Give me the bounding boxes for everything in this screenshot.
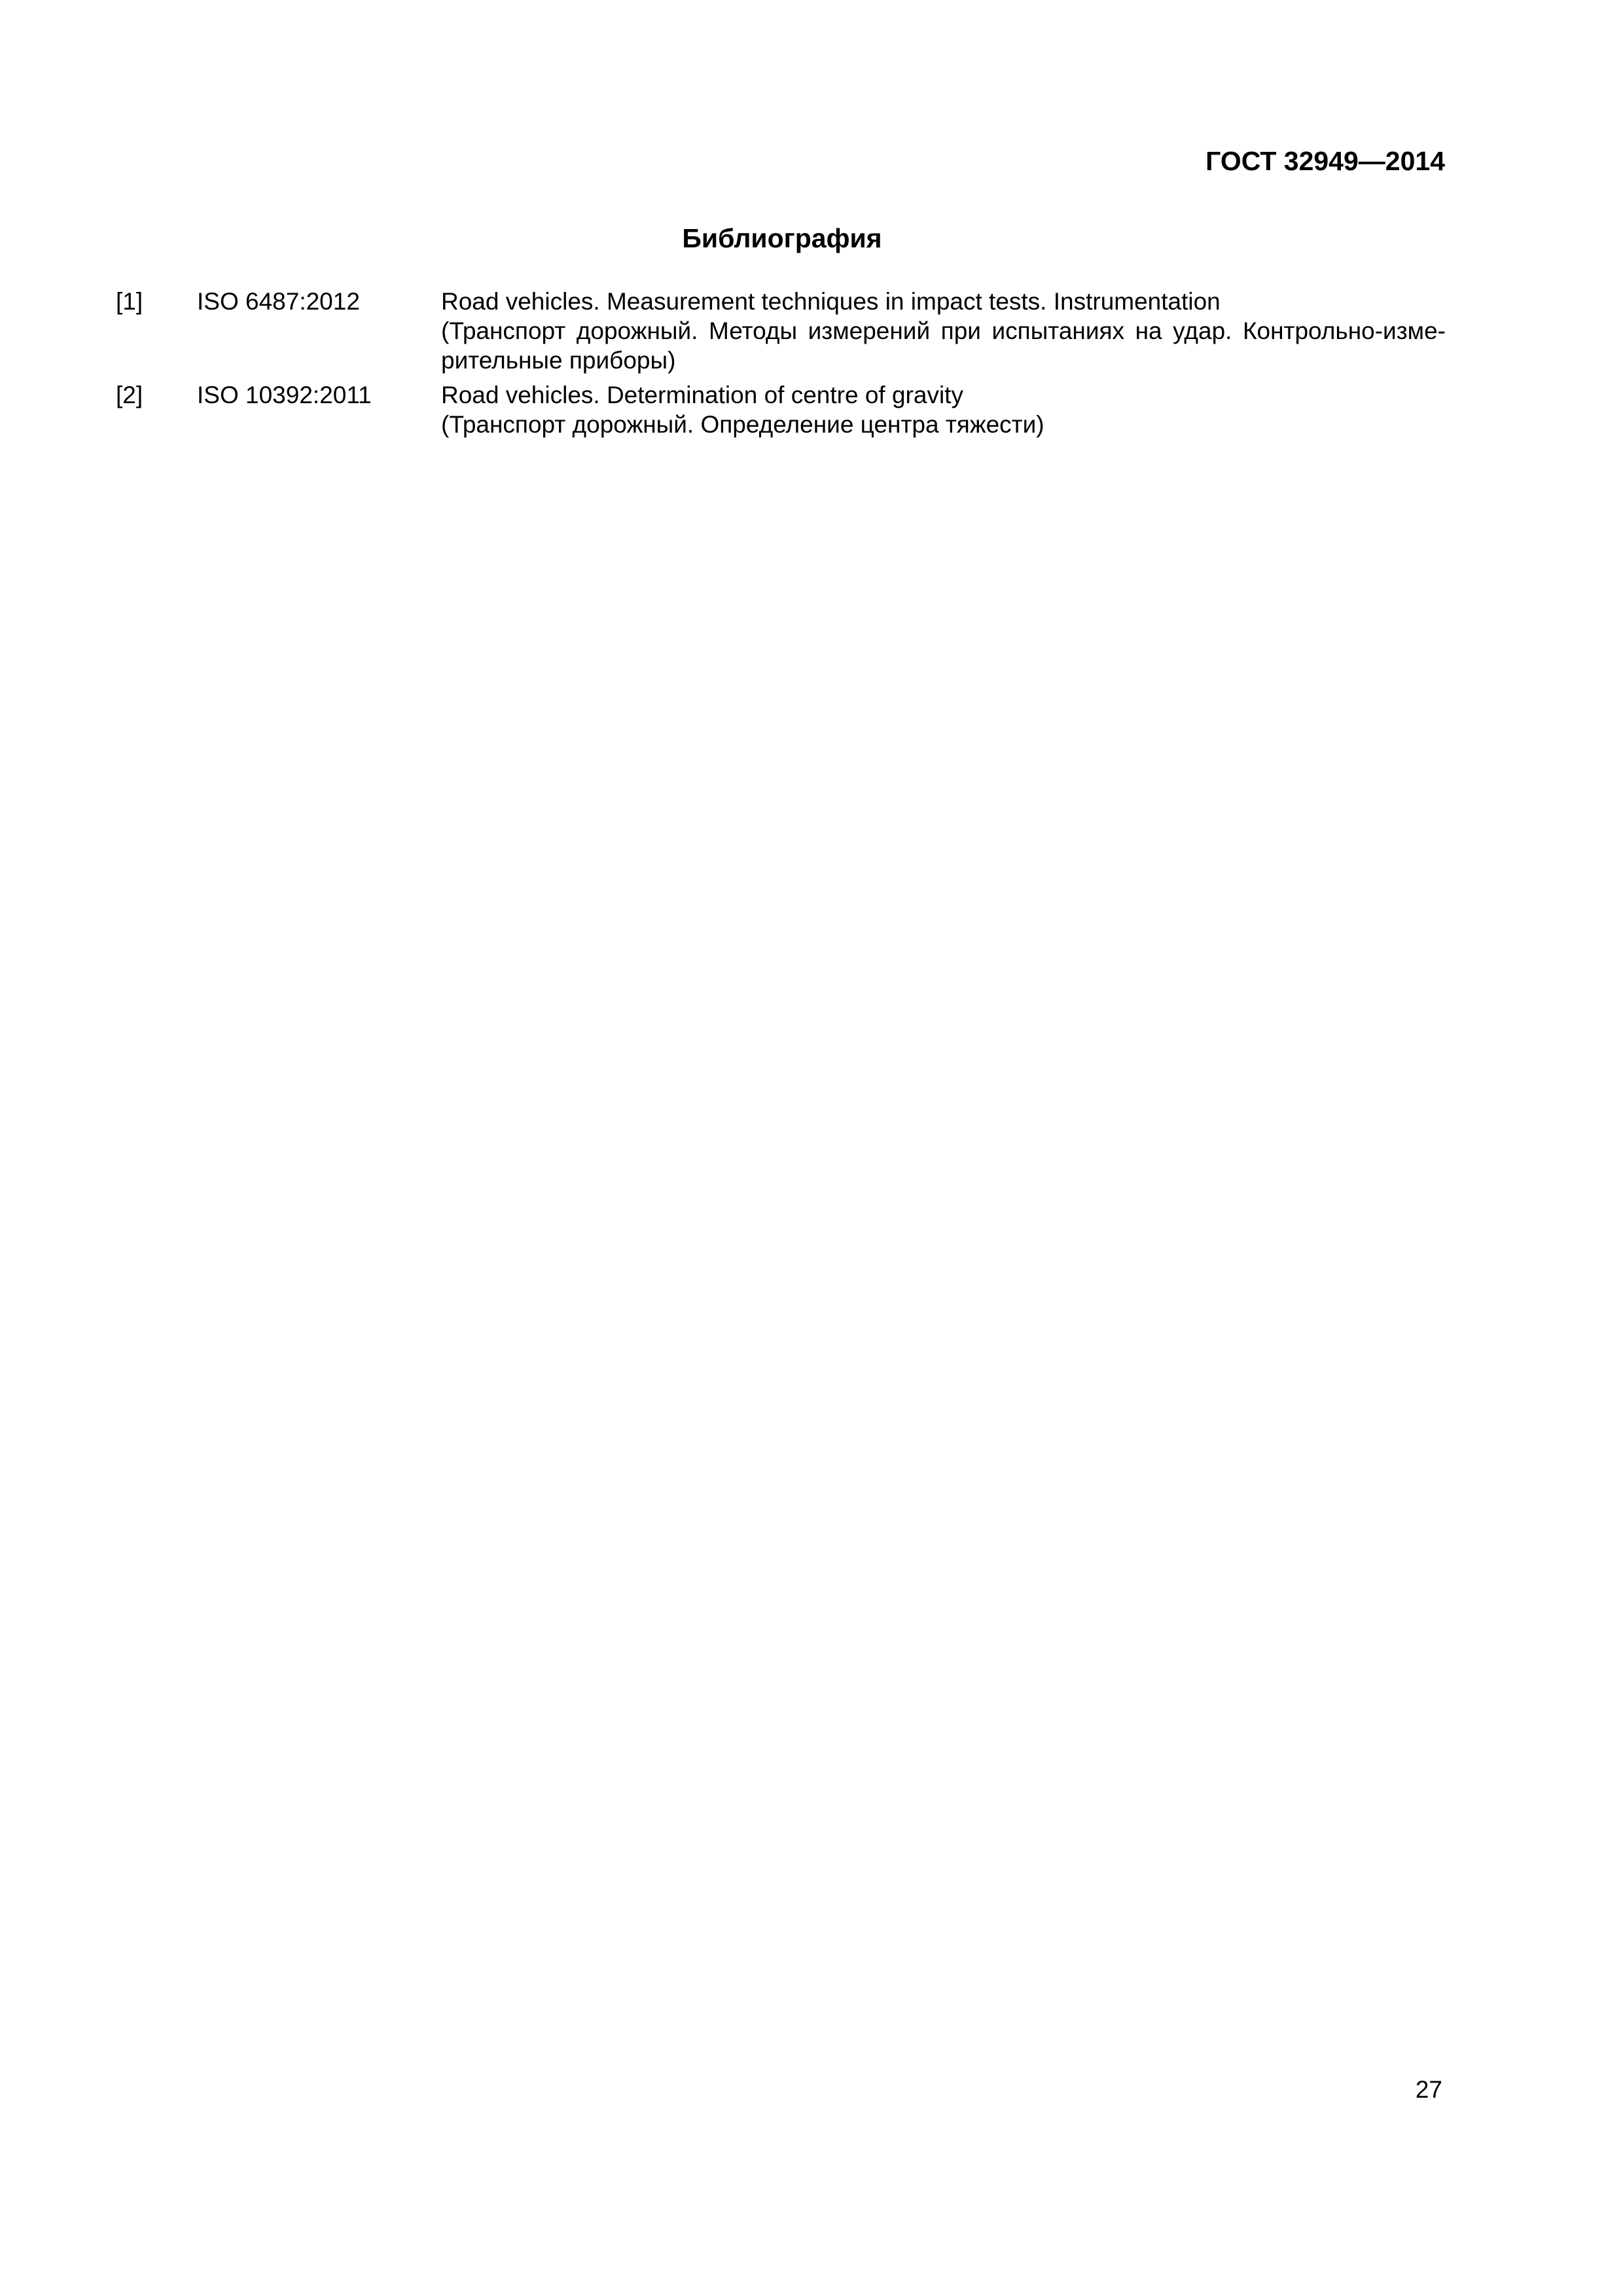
entry-number: [2] (116, 382, 143, 408)
entry-title-english: Road vehicles. Determination of centre of gravity (441, 382, 963, 408)
bibliography-entry (116, 380, 1446, 439)
entry-title-english: Road vehicles. Measurement techniques in impact tests. Instrumentation (441, 288, 1221, 315)
entry-text (441, 380, 1446, 439)
entry-title-russian: (Транспорт дорожный. Методы измерений при испытаниях на удар. Контрольно-измерительные приборы) (441, 317, 1446, 374)
entry-standard-code: ISO 10392:2011 (197, 382, 372, 408)
bibliography-list (116, 287, 1446, 444)
entry-standard-code: ISO 6487:2012 (197, 288, 360, 315)
entry-text (441, 287, 1446, 375)
entry-number: [1] (116, 288, 143, 315)
section-title: Библиография (682, 223, 882, 253)
page-number: 27 (1415, 2076, 1442, 2103)
document-id: ГОСТ 32949—2014 (1205, 146, 1445, 176)
bibliography-entry (116, 287, 1446, 375)
entry-title-russian: (Транспорт дорожный. Определение центра тяжести) (441, 411, 1044, 438)
